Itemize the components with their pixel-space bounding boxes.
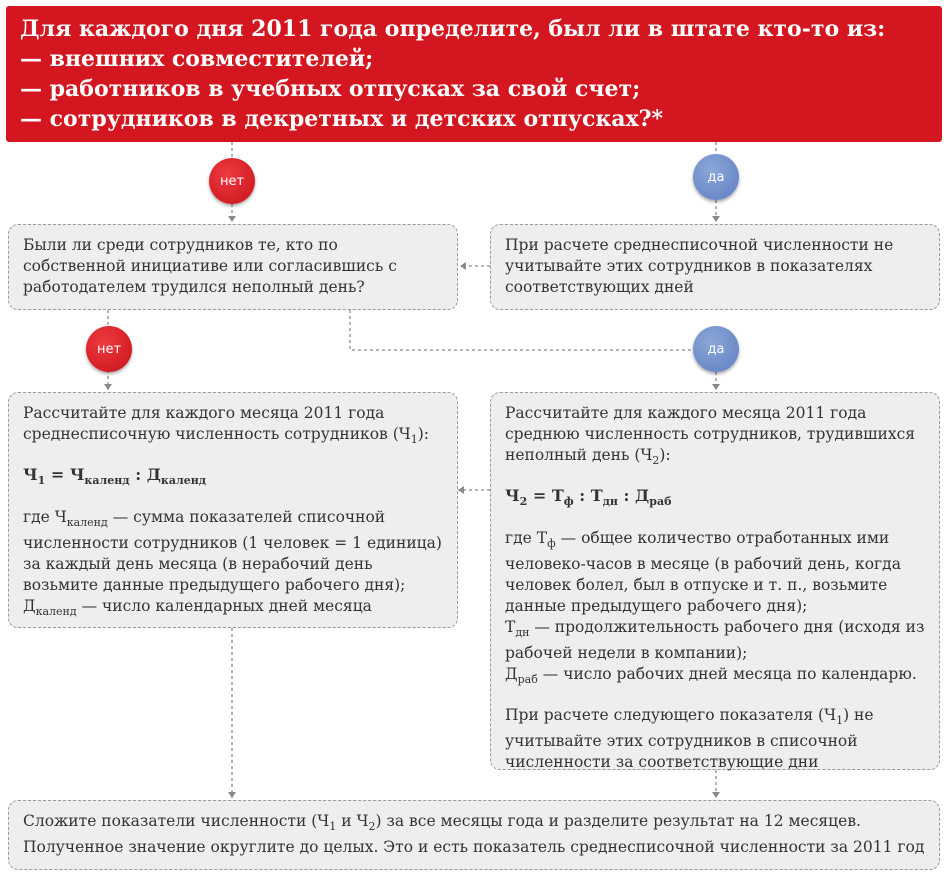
right-desc-1: где $Т_ф$ — общее количество отработанных ими человеко-часов в месяце (в рабочий день, когда человек болел, был в отпуске и т. п., возьмите данные предыдущего рабочего дня); xyxy=(505,529,901,616)
no-circle-2: нет xyxy=(86,326,132,372)
question-part-time-text: Были ли среди сотрудников те, кто по собственной инициативе или согласившись с работодателем трудился неполный день? xyxy=(23,236,397,296)
arrowhead xyxy=(228,216,236,222)
header-item-3: — сотрудников в декретных и детских отпусках?* xyxy=(20,106,664,132)
no-circle-1: нет xyxy=(209,158,255,204)
question-part-time-box xyxy=(8,224,458,310)
left-desc-1: где $Ч_{календ}$ — сумма показателей списочной численности сотрудников (1 человек = 1 единица) за каждый день месяца (в нерабочий день возьмите данные предыдущего рабочего дня); xyxy=(23,508,442,595)
yes-circle-2: да xyxy=(693,326,739,372)
header-item-2: — работников в учебных отпусках за свой счет; xyxy=(20,76,641,102)
arrowhead xyxy=(104,384,112,390)
header-title: Для каждого дня 2011 года определите, был ли в штате кто-то из: xyxy=(20,16,886,42)
left-desc-2: $Д_{календ}$ — число календарных дней месяца xyxy=(23,597,372,619)
summary-line-2: Полученное значение округлите до целых. Это и есть показатель среднесписочной численности за 2011 год xyxy=(23,838,925,857)
question-header xyxy=(6,6,942,142)
right-note: При расчете следующего показателя $(Ч_1)$ не учитывайте этих сотрудников в списочной численности за соответствующие дни xyxy=(505,705,874,771)
header-item-1: — внешних совместителей; xyxy=(20,46,374,72)
yes-circle-1: да xyxy=(693,154,739,200)
arrowhead xyxy=(460,262,466,270)
arrowhead xyxy=(712,216,720,222)
left-intro: Рассчитайте для каждого месяца 2011 года среднесписочную численность сотрудников $(Ч_1)$: xyxy=(23,404,430,447)
connector-q2-yes xyxy=(350,310,692,350)
exclude-employees-box xyxy=(490,224,940,310)
right-formula: $Ч_2 = Т_ф$ : $Т_{дн}$ : $Д_{раб}$ xyxy=(505,486,672,509)
arrowhead xyxy=(458,486,464,494)
exclude-employees-text: При расчете среднесписочной численности не учитывайте этих сотрудников в показателях соответствующих дней xyxy=(505,236,894,296)
arrowhead xyxy=(228,792,236,798)
summary-line-1: Сложите показатели численности ($Ч_1$ и $Ч_2$) за все месяцы года и разделите результат на 12 месяцев. xyxy=(23,812,861,834)
right-desc-3: $Д_{раб}$ — число рабочих дней месяца по календарю. xyxy=(505,665,917,687)
right-calc-box xyxy=(490,392,940,770)
left-formula: $Ч_1 = Ч_{календ}$ : $Д_{календ}$ xyxy=(23,465,207,488)
summary-box xyxy=(8,800,940,870)
left-calc-box xyxy=(8,392,458,628)
right-desc-2: $Т_{дн}$ — продолжительность рабочего дня (исходя из рабочей недели в компании); xyxy=(505,618,925,663)
arrowhead xyxy=(712,384,720,390)
arrowhead xyxy=(712,792,720,798)
right-intro: Рассчитайте для каждого месяца 2011 года среднюю численность сотрудников, трудившихся неполный день $(Ч_2)$: xyxy=(505,404,916,468)
